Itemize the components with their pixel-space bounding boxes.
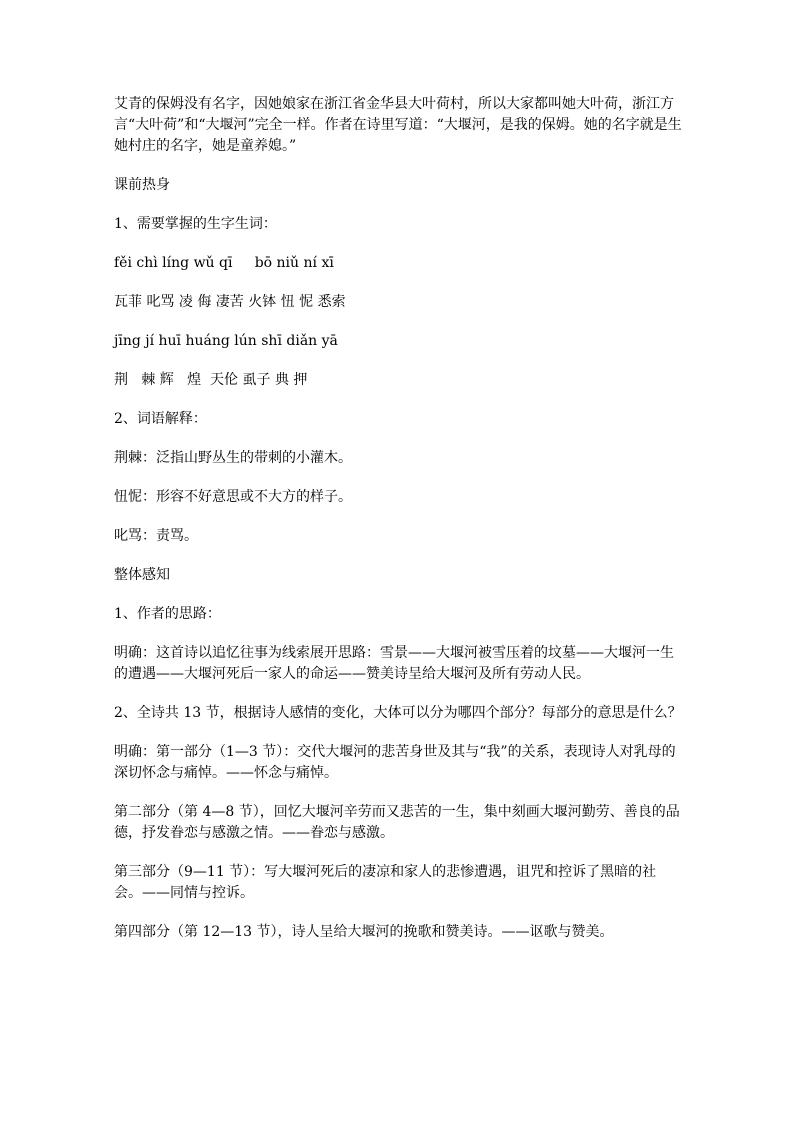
intro-paragraph: 艾青的保姆没有名字，因她娘家在浙江省金华县大叶荷村，所以大家都叫她大叶荷，浙江方言“大叶荷”和“大堰河”完全一样。作者在诗里写道：“大堰河，是我的保姆。她的名字就是生她村庄的名字，她是童养媳。” (114, 96, 682, 154)
definition-jingji: 荆棘：泛指山野丛生的带刺的小灌木。 (114, 450, 352, 466)
question-2: 2、全诗共 13 节，根据诗人感情的变化，大体可以分为哪四个部分？每部分的意思是什么？ (114, 705, 682, 721)
answer-2-part-3: 第三部分（9—11 节）：写大堰河死后的凄凉和家人的悲惨遭遇，诅咒和控诉了黑暗的社会。——同情与控诉。 (114, 864, 657, 901)
vocabulary-title: 1、需要掌握的生字生词： (114, 216, 277, 232)
pinyin-line-1: fěi chì líng wǔ qī bō niǔ ní xī (114, 255, 334, 271)
section-heading-warmup: 课前热身 (114, 177, 170, 193)
characters-line-2: 荆 棘 辉 煌 天伦 虱子 典 押 (114, 372, 308, 388)
question-1: 1、作者的思路： (114, 606, 221, 622)
answer-2-part-2: 第二部分（第 4—8 节），回忆大堰河辛劳而又悲苦的一生，集中刻画大堰河勤劳、善良的品德，抒发眷恋与感激之情。——眷恋与感激。 (114, 804, 680, 841)
characters-line-1: 瓦菲 叱骂 凌 侮 凄苦 火钵 忸 怩 悉索 (114, 294, 346, 310)
answer-1: 明确：这首诗以追忆往事为线索展开思路：雪景——大堰河被雪压着的坟墓——大堰河一生的遭遇——大堰河死后一家人的命运——赞美诗呈给大堰河及所有劳动人民。 (114, 645, 674, 682)
document-page (114, 94, 684, 961)
pinyin-line-2: jīng jí huī huáng lún shī diǎn yā (114, 333, 338, 349)
answer-2-part-1: 明确：第一部分（1—3 节）：交代大堰河的悲苦身世及其与“我”的关系，表现诗人对乳母的深切怀念与痛悼。——怀念与痛悼。 (114, 744, 676, 781)
section-heading-overall: 整体感知 (114, 567, 170, 583)
answer-2-part-4: 第四部分（第 12—13 节），诗人呈给大堰河的挽歌和赞美诗。——讴歌与赞美。 (114, 924, 614, 940)
definition-chima: 叱骂：责骂。 (114, 528, 198, 544)
definition-niuni: 忸怩：形容不好意思或不大方的样子。 (114, 489, 352, 505)
definitions-title: 2、词语解释： (114, 411, 207, 427)
